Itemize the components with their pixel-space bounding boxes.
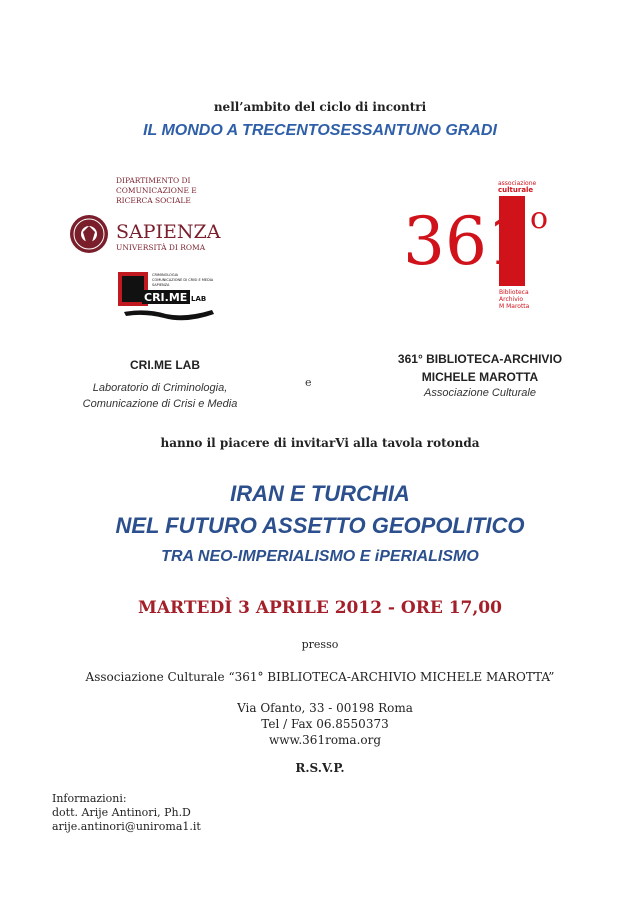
sapienza-sub: UNIVERSITÀ DI ROMA: [116, 243, 206, 252]
conjunction: e: [305, 376, 312, 389]
info-block: [52, 792, 201, 834]
crimelab-description: [40, 380, 280, 412]
info-label: Informazioni:: [52, 792, 127, 805]
crimelab-logo: [116, 268, 221, 325]
a361-number: 361: [403, 203, 529, 280]
event-date: MARTEDÌ 3 APRILE 2012 - ORE 17,00: [138, 598, 502, 618]
info-person: dott. Arije Antinori, Ph.D: [52, 806, 191, 819]
crimelab-small-line1: CRIMINOLOGIA: [152, 273, 179, 277]
a361-name: [375, 350, 585, 386]
info-email[interactable]: arije.antinori@uniroma1.it: [52, 820, 201, 833]
a361-logo: [400, 172, 570, 312]
a361-side-line2: Archivio: [499, 296, 524, 303]
a361-small-line2: culturale: [498, 186, 534, 194]
address-line: Via Ofanto, 33 - 00198 Roma: [237, 701, 413, 715]
sapienza-name: SAPIENZA: [116, 221, 221, 243]
crimelab-small-line2: COMUNICAZIONE DI CRISI E MEDIA: [152, 278, 214, 282]
sapienza-dept-line3: RICERCA SOCIALE: [116, 196, 191, 205]
crimelab-lab: LAB: [191, 295, 207, 303]
a361-name-line1: 361° BIBLIOTECA-ARCHIVIO: [397, 352, 563, 366]
event-title-line2: NEL FUTURO ASSETTO GEOPOLITICO: [115, 513, 525, 538]
rsvp-text: R.S.V.P.: [295, 761, 345, 775]
website-link[interactable]: www.361roma.org: [268, 733, 382, 747]
a361-degree: o: [530, 201, 549, 236]
cycle-title: IL MONDO A TRECENTOSESSANTUNO GRADI: [143, 122, 497, 139]
crimelab-name: CRI.ME LAB: [130, 358, 200, 372]
event-subtitle: TRA NEO-IMPERIALISMO E iPERIALISMO: [161, 548, 479, 565]
presso-text: presso: [301, 638, 339, 651]
phone-line: Tel / Fax 06.8550373: [261, 717, 389, 731]
sapienza-dept-line2: COMUNICAZIONE E: [116, 186, 197, 195]
a361-small-line1: associazione: [498, 180, 537, 187]
sapienza-dept-line1: DIPARTIMENTO DI: [116, 176, 191, 185]
crimelab-word: CRI.ME: [144, 291, 188, 304]
address-block: [225, 700, 425, 748]
crimelab-desc-line1: Laboratorio di Criminologia,: [92, 382, 228, 394]
invitation-text: hanno il piacere di invitarVi alla tavola rotonda: [160, 436, 480, 450]
a361-side-line3: M Marotta: [499, 303, 530, 310]
a361-side-line1: Biblioteca: [499, 289, 529, 296]
crimelab-small-line3: SAPIENZA: [152, 283, 170, 287]
crimelab-silhouette-icon: [124, 310, 214, 320]
a361-description: Associazione Culturale: [424, 387, 536, 399]
sapienza-logo: [65, 172, 235, 272]
a361-name-line2: MICHELE MAROTTA: [421, 370, 539, 384]
venue-text: Associazione Culturale “361° BIBLIOTECA-ARCHIVIO MICHELE MAROTTA”: [85, 670, 555, 684]
sapienza-seal-icon: [70, 215, 108, 253]
intro-text: nell’ambito del ciclo di incontri: [213, 100, 427, 114]
event-title-line1: IRAN E TURCHIA: [230, 481, 410, 506]
crimelab-desc-line2: Comunicazione di Crisi e Media: [82, 398, 238, 410]
